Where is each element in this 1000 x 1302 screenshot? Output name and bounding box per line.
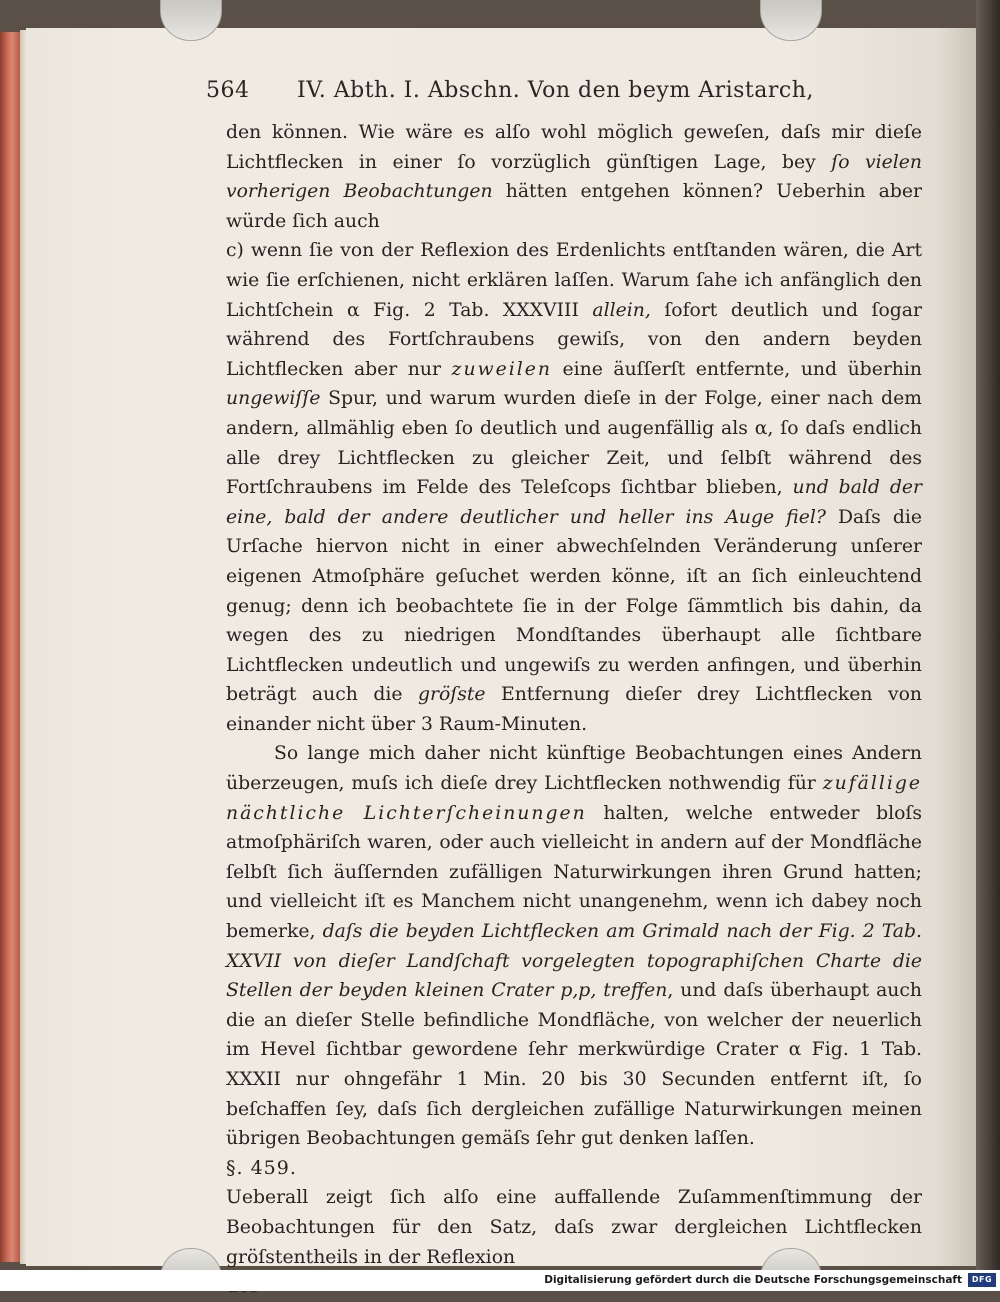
book-edge-red: [0, 32, 20, 1262]
footer-credit: Digitalisierung gefördert durch die Deutsche Forschungsgemeinschaft: [544, 1274, 962, 1286]
page-number: 564: [206, 78, 250, 103]
page-text: [226, 118, 922, 1302]
dfg-logo: DFG: [968, 1273, 996, 1287]
paragraph-2: c) wenn ſie von der Reflexion des Erdenlichts entſtanden wären, die Art wie ſie erſchienen, nicht erklären laſſen. Warum ſahe ich anfänglich den Lichtſchein α Fig. 2 Tab. XXXVIII allein, ſofort deutlich und ſogar während des Fortſchraubens gewiſs, von den andern beyden Lichtflecken aber nur zuweilen eine äuſſerſt entfernte, und überhin ungewiſſe Spur, und warum wurden dieſe in der Folge, einer nach dem andern, allmählig eben ſo deutlich und augenfällig als α, ſo daſs endlich alle drey Lichtflecken zu gleicher Zeit, und ſelbſt während des Fortſchraubens im Felde des Teleſcops ſichtbar blieben, und bald der eine, bald der andere deutlicher und heller ins Auge fiel? Daſs die Urſache hiervon nicht in einer abwechſelnden Veränderung unſerer eigenen Atmoſphäre geſuchet werden könne, iſt an ſich einleuchtend genug; denn ich beobachtete ſie in der Folge ſämmtlich bis dahin, da wegen des zu niedrigen Mondſtandes überhaupt alle ſichtbare Lichtflecken undeutlich und ungewiſs zu werden anfingen, und überhin beträgt auch die gröſste Entfernung dieſer drey Lichtflecken von einander nicht über 3 Raum-Minuten.: [226, 240, 922, 735]
paragraph-1: den können. Wie wäre es alſo wohl möglich geweſen, daſs mir dieſe Lichtflecken in einer ſo vorzüglich günſtigen Lage, bey ſo vielen vorherigen Beobachtungen hätten entgehen können? Ueberhin aber würde ſich auch: [226, 122, 922, 232]
digitization-footer: [0, 1270, 1000, 1291]
running-header: [206, 78, 910, 103]
section-heading: §. 459.: [226, 1156, 297, 1179]
paragraph-4: Ueberall zeigt ſich alſo eine auffallende Zuſammenſtimmung der Beobachtungen für den Satz, daſs zwar dergleichen Lichtflecken gröſstentheils in der Reflexion: [226, 1187, 922, 1268]
paragraph-3: So lange mich daher nicht künftige Beobachtungen eines Andern überzeugen, muſs ich dieſe drey Lichtflecken nothwendig für zufällige nächtliche Lichterſcheinungen halten, welche entweder bloſs atmoſphäriſch waren, oder auch vielleicht in andern auf der Mondfläche ſelbſt ſich äuſſernden zufälligen Naturwirkungen ihren Grund hatten; und vielleicht iſt es Manchem nicht unangenehm, wenn ich dabey noch bemerke, daſs die beyden Lichtflecken am Grimald nach der Fig. 2 Tab. XXVII von dieſer Landſchaft vorgelegten topographiſchen Charte die Stellen der beyden kleinen Crater p,p, treffen, und daſs überhaupt auch die an dieſer Stelle befindliche Mondfläche, von welcher der neuerlich im Hevel ſichtbar gewordene ſehr merkwürdige Crater α Fig. 1 Tab. XXXII nur ohngefähr 1 Min. 20 bis 30 Secunden entfernt iſt, ſo beſchaffen ſey, daſs ſich dergleichen zufällige Naturwirkungen meinen übrigen Beobachtungen gemäſs ſehr gut denken laſſen.: [226, 743, 923, 1150]
running-title: IV. Abth. I. Abschn. Von den beym Aristarch,: [297, 78, 814, 103]
gutter-shadow: [976, 0, 1000, 1270]
